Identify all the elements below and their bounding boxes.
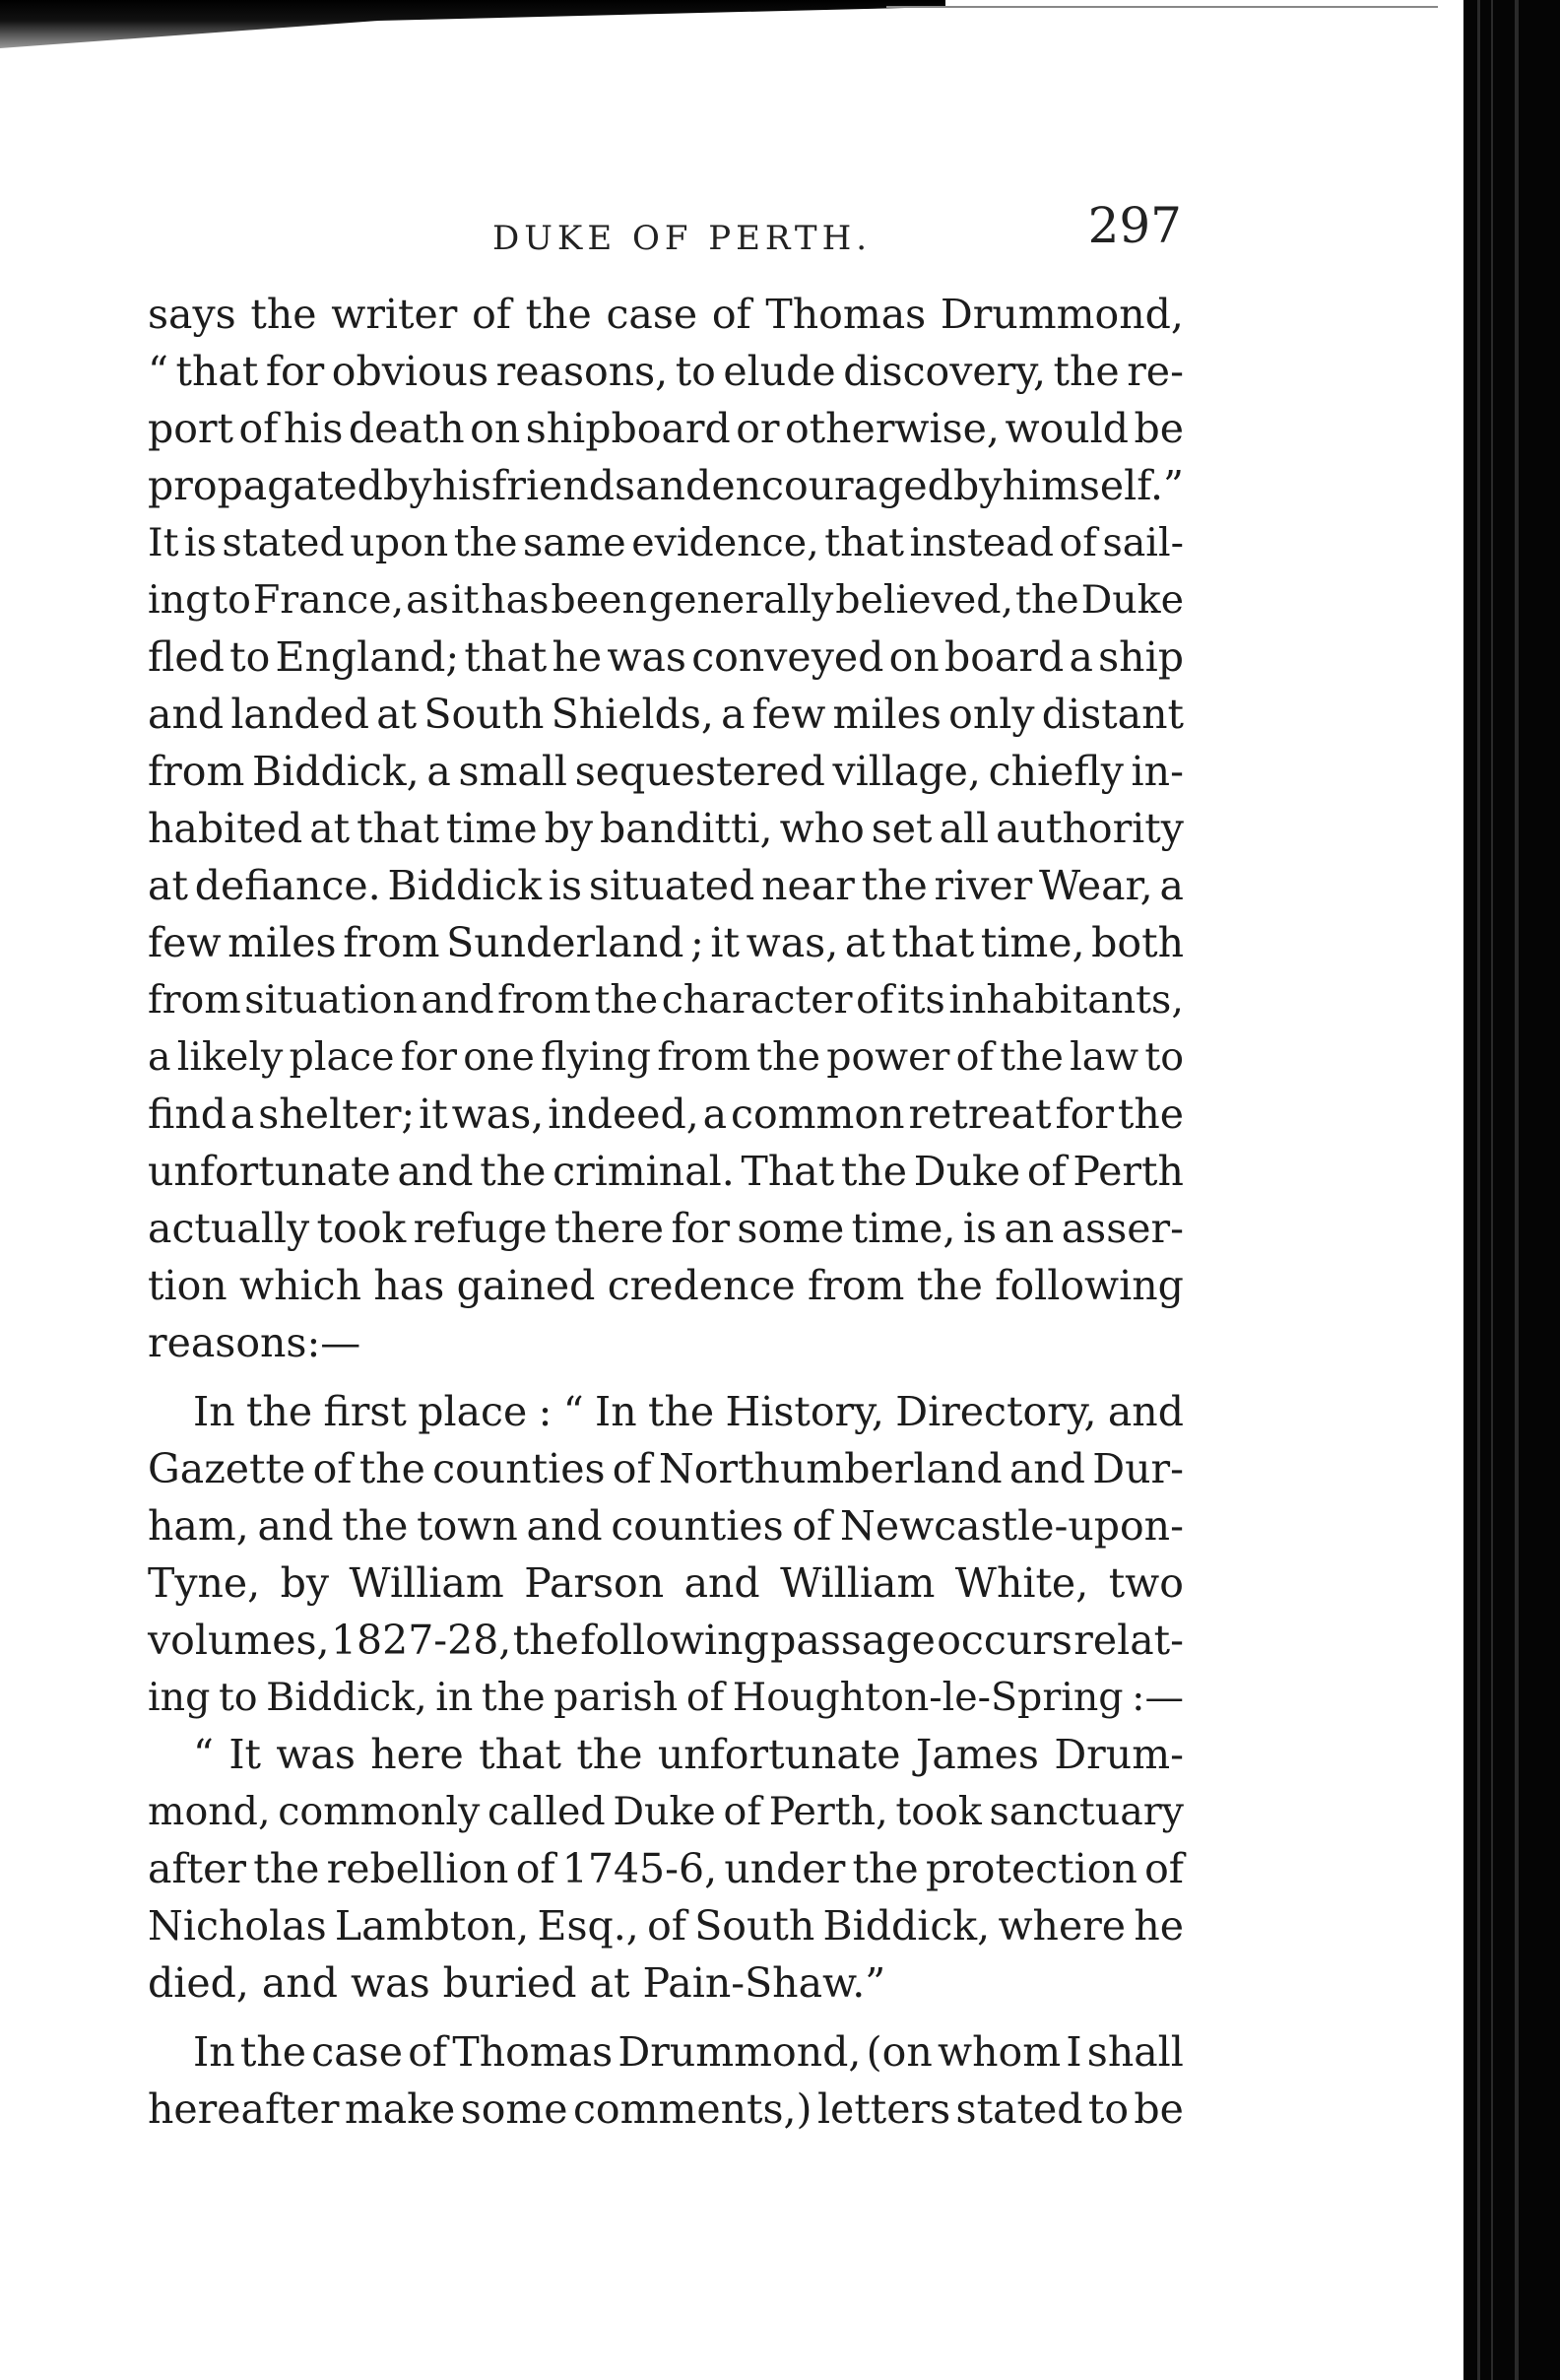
text-line: actually took refuge there for some time, is an asser-: [148, 1205, 1184, 1252]
scan-top-line: [886, 6, 1438, 8]
text-line: habited at that time by banditti, who set all authority: [148, 805, 1184, 852]
paragraph-4: [148, 2023, 1184, 2138]
text-line: reasons:—: [148, 1319, 361, 1366]
paragraph-3: [148, 1726, 1184, 2012]
text-line: Tyne, by William Parson and William White, two: [148, 1559, 1184, 1607]
scan-edge-stripe: [1491, 0, 1493, 2380]
scan-edge-stripe: [1477, 0, 1480, 2380]
text-line: mond, commonly called Duke of Perth, took sanctuary: [148, 1789, 1184, 1834]
text-line: at defiance. Biddick is situated near the river Wear, a: [148, 862, 1184, 909]
text-line: ing to France, as it has been generally believed, the Duke: [148, 577, 1184, 623]
scan-right-edge: [1463, 0, 1560, 2380]
text-line: few miles from Sunderland ; it was, at that time, both: [148, 919, 1184, 966]
text-line: hereafter make some comments,) letters stated to be: [148, 2085, 1184, 2133]
text-line: Gazette of the counties of Northumberland and Dur-: [148, 1445, 1184, 1492]
text-line: It is stated upon the same evidence, that instead of sail-: [148, 520, 1184, 565]
paragraph-gap: [148, 1371, 1184, 1383]
paragraph-1: [148, 286, 1184, 1371]
text-line: find a shelter; it was, indeed, a common retreat for the: [148, 1091, 1184, 1138]
text-line: “ It was here that the unfortunate James Drum-: [193, 1731, 1184, 1778]
text-line: volumes, 1827-28, the following passage occurs relat-: [148, 1617, 1184, 1664]
paragraph-2: [148, 1383, 1184, 1726]
page-number: 297: [1087, 197, 1182, 254]
text-line: “ that for obvious reasons, to elude discovery, the re-: [148, 348, 1184, 395]
text-line: from Biddick, a small sequestered village, chiefly in-: [148, 748, 1184, 795]
text-line: and landed at South Shields, a few miles only distant: [148, 691, 1184, 738]
text-line: unfortunate and the criminal. That the Duke of Perth: [148, 1148, 1184, 1195]
running-title: DUKE OF PERTH.: [492, 219, 873, 258]
text-line: says the writer of the case of Thomas Drummond,: [148, 291, 1184, 338]
text-line: In the first place : “ In the History, Directory, and: [193, 1388, 1184, 1435]
text-line: a likely place for one flying from the power of the law to: [148, 1034, 1184, 1080]
scan-edge-stripe: [1515, 0, 1519, 2380]
paragraph-gap: [148, 2012, 1184, 2023]
text-line: fled to England; that he was conveyed on board a ship: [148, 633, 1184, 681]
text-line: Nicholas Lambton, Esq., of South Biddick, where he: [148, 1902, 1184, 1950]
text-line: ing to Biddick, in the parish of Houghton-le-Spring :—: [148, 1675, 1184, 1720]
body-text: [148, 286, 1184, 2138]
page-header: [158, 197, 1182, 266]
text-line: after the rebellion of 1745-6, under the protection of: [148, 1845, 1184, 1892]
text-line: died, and was buried at Pain-Shaw.”: [148, 1959, 886, 2007]
text-line: propagated by his friends and encouraged by himself.”: [148, 462, 1184, 509]
scan-top-smudge: [0, 0, 945, 69]
text-line: tion which has gained credence from the following: [148, 1262, 1184, 1309]
text-line: from situation and from the character of its inhabitants,: [148, 977, 1184, 1023]
text-line: In the case of Thomas Drummond, (on whom I shall: [193, 2028, 1184, 2076]
text-line: port of his death on shipboard or otherwise, would be: [148, 405, 1184, 452]
text-line: ham, and the town and counties of Newcastle-upon-: [148, 1502, 1184, 1550]
